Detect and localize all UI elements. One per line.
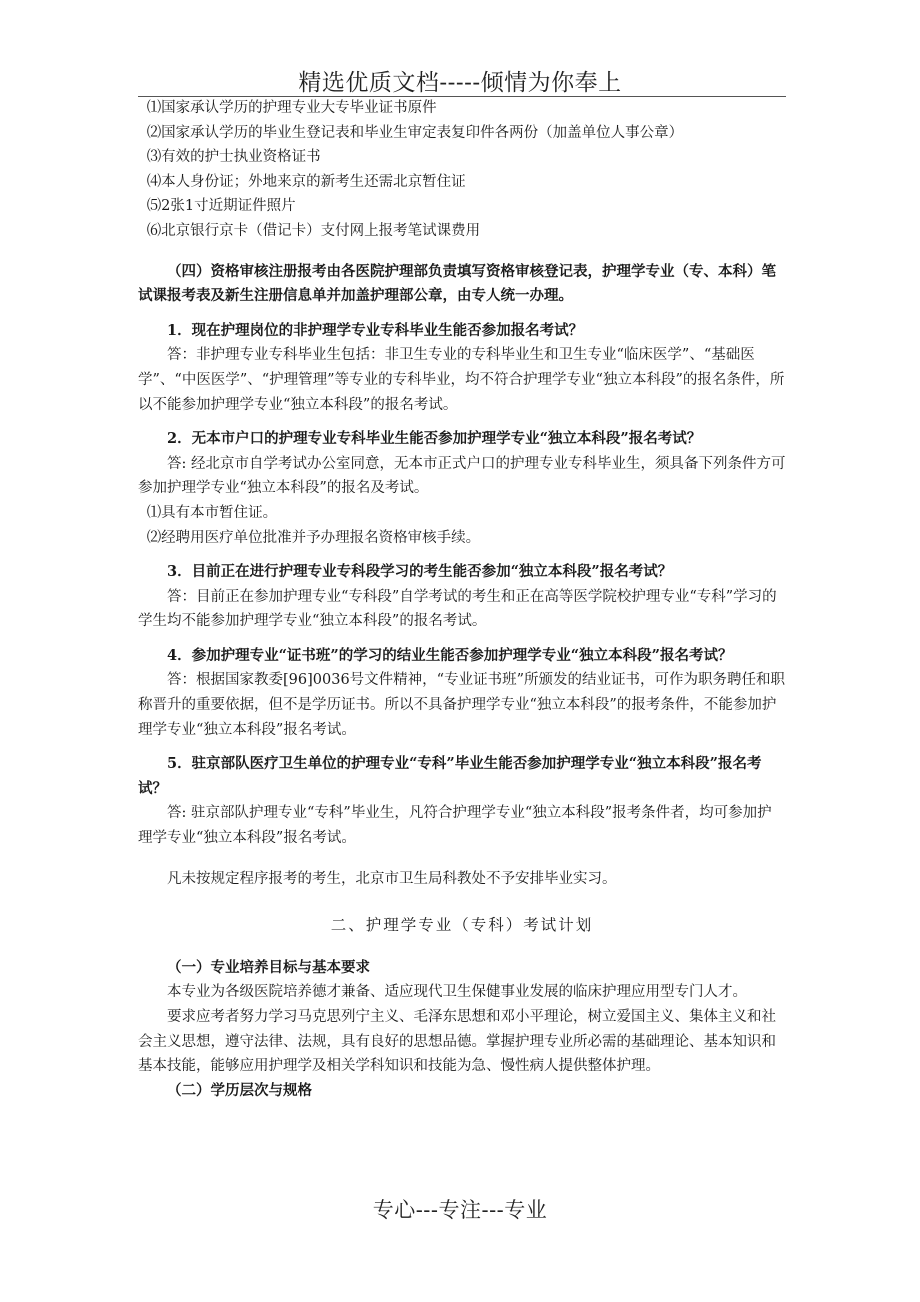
material-item: ⑶有效的护士执业资格证书 (146, 149, 321, 166)
material-item: ⑵国家承认学历的毕业生登记表和毕业生审定表复印件各两份（加盖单位人事公章） (146, 124, 684, 141)
faq-answer: 答：目前正在参加护理专业“专科段”自学考试的考生和正在高等医学院校护理专业“专科”学习的学生均不能参加护理学专业“独立本科段”的报名考试。 (138, 588, 777, 630)
material-item: ⑹北京银行京卡（借记卡）支付网上报考笔试课费用 (146, 222, 481, 239)
faq-question: 3．目前正在进行护理专业专科段学习的考生能否参加“独立本科段”报名考试？ (167, 563, 673, 581)
material-item: ⑷本人身份证；外地来京的新考生还需北京暂住证 (146, 173, 466, 190)
faq-question: 5．驻京部队医疗卫生单位的护理专业“专科”毕业生能否参加护理学专业“独立本科段”报名考试？ (138, 755, 762, 797)
page-footer: 专心---专注---专业 (372, 1198, 548, 1222)
faq-question: 1．现在护理岗位的非护理学专业专科毕业生能否参加报名考试？ (167, 321, 584, 339)
material-item: ⑸2张1寸近期证件照片 (146, 198, 296, 215)
faq-question: 2．无本市户口的护理专业专科毕业生能否参加护理学专业“独立本科段”报名考试？ (167, 430, 702, 448)
body-paragraph: 要求应考者努力学习马克思列宁主义、毛泽东思想和邓小平理论，树立爱国主义、集体主义和社会主义思想，遵守法律、法规，具有良好的思想品德。掌握护理专业所必需的基础理论、基本知识和基本技能，能够应用护理学及相关学科知识和技能为急、慢性病人提供整体护理。 (138, 1009, 776, 1075)
faq-answer: 答: 经北京市自学考试办公室同意，无本市正式户口的护理专业专科毕业生，须具备下列条件方可参加护理学专业“独立本科段”的报名及考试。 (138, 455, 786, 497)
faq-answer-item: ⑴具有本市暂住证。 (146, 504, 278, 521)
material-item: ⑴国家承认学历的护理专业大专毕业证书原件 (146, 100, 437, 116)
faq-answer: 答：根据国家教委[96]0036号文件精神，“专业证书班”所颁发的结业证书，可作为职务聘任和职称晋升的重要依据，但不是学历证书。所以不具备护理学专业“独立本科段”的报考条件，不能参加护理学专业“独立本科段”报名考试。 (138, 672, 785, 738)
document-body (138, 96, 786, 1103)
page-header: 精选优质文档-----倾情为你奉上 (298, 70, 622, 96)
faq-answer: 答: 驻京部队护理专业“专科”毕业生，凡符合护理学专业“独立本科段”报考条件者，均可参加护理学专业“独立本科段”报名考试。 (138, 805, 772, 847)
subsection-title: （一）专业培养目标与基本要求 (167, 958, 370, 976)
body-paragraph: 本专业为各级医院培养德才兼备、适应现代卫生保健事业发展的临床护理应用型专门人才。 (167, 984, 747, 1001)
section-title: 二、护理学专业（专科）考试计划 (330, 916, 594, 935)
faq-answer: 答：非护理专业专科毕业生包括：非卫生专业的专科毕业生和卫生专业“临床医学”、“基础医学”、“中医医学”、“护理管理”等专业的专科毕业，均不符合护理学专业“独立本科段”的报名条件，所以不能参加护理学专业“独立本科段”的报名考试。 (138, 347, 785, 413)
section-4-paragraph: （四）资格审核注册报考由各医院护理部负责填写资格审核登记表，护理学专业（专、本科）笔试课报考表及新生注册信息单并加盖护理部公章，由专人统一办理。 (138, 262, 776, 305)
faq-answer-item: ⑵经聘用医疗单位批准并予办理报名资格审核手续。 (146, 529, 481, 546)
faq-question: 4．参加护理专业“证书班”的学习的结业生能否参加护理学专业“独立本科段”报名考试？ (167, 646, 733, 664)
subsection-title: （二）学历层次与规格 (167, 1081, 312, 1099)
closing-note: 凡未按规定程序报考的考生，北京市卫生局科教处不予安排毕业实习。 (167, 870, 617, 887)
